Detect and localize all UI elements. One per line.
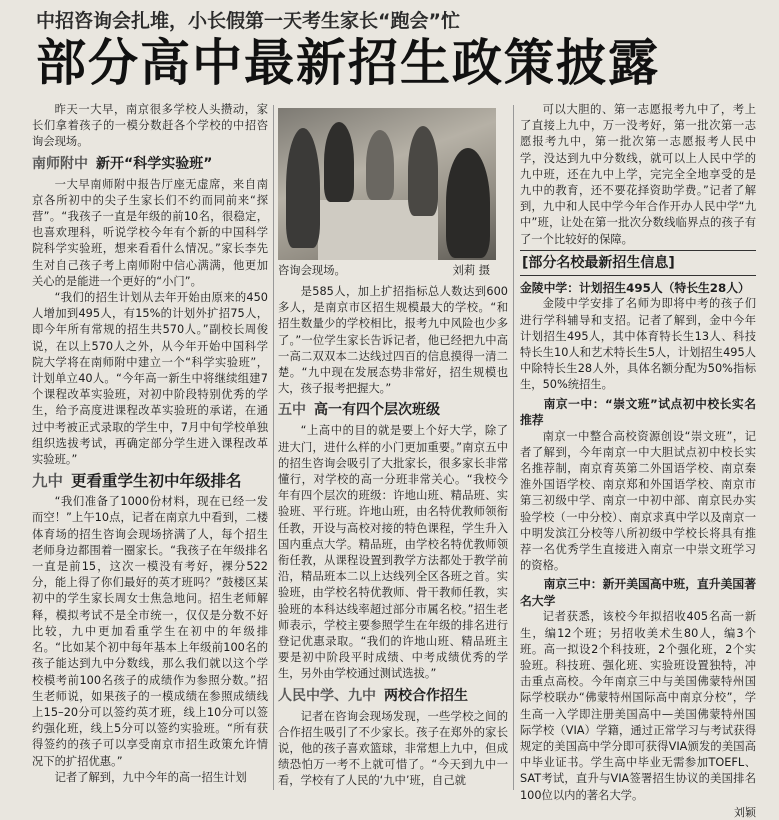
col1-para-5: 记者了解到，九中今年的高一招生计划 <box>54 770 247 784</box>
section-wuzhong-school: 五中 <box>278 402 306 419</box>
subheadline: 中招咨询会扎堆，小长假第一天考生家长“跑会”忙 <box>36 10 460 32</box>
headline: 部分高中最新招生政策披露 <box>36 34 660 92</box>
photo-person <box>286 128 320 248</box>
section-renmin-title: 两校合作招生 <box>384 687 468 704</box>
jinling-text: 金陵中学安排了名师为即将中考的孩子们进行学科辅导和支招。记者了解到，金中今年计划招生495人，其中体育特长生13人、科技特长生10人和艺术特长生5人，计划招生495人中除特长生28人外，具体名额分配为50%指标生，50%统招生。 <box>520 297 756 392</box>
column-divider <box>273 105 274 790</box>
column-2 <box>278 284 508 790</box>
column-divider <box>513 105 514 790</box>
section-nanshi-school: 南师附中 <box>32 155 88 172</box>
col1-para-4: “我们准备了1000份材料，现在已经一发而空！”上午10点，记者在南京九中看到，二楼体育场的招生咨询会现场挤满了人，每个招生老师身边都围着一圈家长。“我孩子在年级排名一直是前15，这次一模没有考好，裸分522分，能上得了你们最好的英才班吗？”鼓楼区某初中的学生家长周女士焦急地问。招生老师解释，模拟考试不是全市统一，仅仅是分数不好比较，九中更加看重学生在初中的年级排名。“比如某个初中每年基本上年级前100名的孩子能达到九中分数线，那么我们就以这个学校模考前100名孩子的成绩作为参照分数。”招生老师说，如果孩子的一模成绩在参照成绩线上15–20分可以签约英才班，线上10分可以签约强化班，线上5分可以签约实验班。“所有获得签约的孩子可以享受南京市招生政策允许情况下的扩招优惠。” <box>32 495 268 768</box>
nanjing-sanzhong-heading: 南京三中：新开美国高中班，直升美国著名大学 <box>520 577 756 608</box>
nanjing-sanzhong-text: 记者获悉，该校今年拟招收405名高一新生，编12个班；另招收美术生80人，编3个班。高一拟设2个科技班，2个强化班，2个实验班。科技班、强化班、实验班设置独特，冲击重点高校。今年南京三中与美国佛蒙特州国际学校联办“佛蒙特州国际高中南京分校”，学生高一入学即注册美国高中—美国佛蒙特州国际学校（VIA）学籍，通过正常学习与考试获得规定的美国高中学分即可获得VIA颁发的美国高中毕业证书。学生高中毕业无需参加TOEFL、SAT考试，直升与VIA签署招生协议的美国排名100位以内的著名大学。 <box>520 610 756 802</box>
column-1 <box>32 102 268 790</box>
photo-person <box>324 122 354 202</box>
col2-para-1: 是585人，加上扩招指标总人数达到600多人，是南京市区招生规模最大的学校。“和招生数量少的学校相比，报考九中风险也少多了。”一位学生家长告诉记者，他已经把九中高一高二双双本二达线过四百的信息摸得一清二楚。“九中现在发展态势非常好，招生规模也大，孩子报考把握大。” <box>278 285 508 396</box>
author-credit: 刘颖 <box>734 805 756 819</box>
section-jiuzhong <box>32 470 268 492</box>
photo-caption <box>278 263 496 278</box>
col1-para-3: “我们的招生计划从去年开始由原来的450人增加到495人，有15%的计划外扩招75人，即今年所有常规的招生共570人。”副校长周俊说，在以上570人之外，从今年开始中国科学院大学将在南师附中建立一个“科学实验班”，计划单立40人。“今年高一新生中将继续组建7个课程改革实验班，对初中阶段特别优秀的学生，给予高度进课程改革实验班的承诺，在通过中考被正式录取的学生中，7月中旬学校单独组织选拔考试，再确定部分学生进入课程改革实验班。” <box>32 291 268 467</box>
photo-caption-text: 咨询会现场。 <box>278 264 346 277</box>
section-nanshi <box>32 153 268 175</box>
section-jiuzhong-title: 更看重学生初中年级排名 <box>71 472 242 491</box>
col1-para-2: 一大早南师附中报告厅座无虚席，来自南京各所初中的尖子生家长们不约而同前来“探营”。“我孩子一直是年级的前10名，很稳定，也喜欢理科，听说学校今年有个新的中国科学院科学实验班，想来看看什么情况。”家长李先生对自己孩子考上南师附中信心满满，他更加关心的是能进一个更好的“小门”。 <box>32 177 268 288</box>
section-nanshi-title: 新开“科学实验班” <box>96 155 213 172</box>
col1-para-1: 昨天一大早，南京很多学校人头攒动，家长们拿着孩子的一模分数赶各个学校的中招咨询会现场。 <box>32 103 268 149</box>
col2-para-2: “上高中的目的就是要上个好大学，除了进大门，进什么样的小门更加重要。”南京五中的招生咨询会吸引了大批家长，很多家长非常懂行，对学校的高一分班非常关心。“我校今年有四个层次的班级：许地山班、精品班、实验班、平行班。许地山班，由名特优教师领衔任教，开设与高校对接的特色课程，学生升入国内重点大学。精品班，由学校名特优教师领衔任教，从课程设置到教学方法都处于教学前沿，精品班本二以上达线列全区各班之首。实验班，由学校名特优教师、骨干教师任教，实验班的本科达线率超过部分市属名校。”招生老师表示，学校主要参照学生在年级的排名进行登记优惠录取。“我们的许地山班、精品班主要是初中阶段平时成绩、中考成绩优秀的学生，另外由学校通过测试选拔。” <box>278 424 508 681</box>
section-renmin-school: 人民中学、九中 <box>278 687 376 704</box>
photo-person <box>446 148 490 258</box>
section-renmin <box>278 685 508 707</box>
section-jiuzhong-school: 九中 <box>32 472 64 491</box>
nanjing-yizhong-text: 南京一中整合高校资源创设“崇文班”，记者了解到，今年南京一中大胆试点初中校长实名推荐制，南京育英第二外国语学校、南京秦淮外国语学校、南京郑和外国语学校、南京市第三初级中学、南京一中初中部、南京民办实验学校（一中分校）、南京求真中学以及南京一中明发滨江分校等八所初级中学校长将具有推荐一名优秀学生直接进入南京一中崇文班学习的资格。 <box>520 429 756 573</box>
photo-person <box>408 126 438 216</box>
nanjing-yizhong-heading: 南京一中：“崇文班”试点初中校长实名推荐 <box>520 396 756 428</box>
col2-para-3: 记者在咨询会现场发现，一些学校之间的合作招生吸引了不少家长。孩子在郑外的家长说，他的孩子喜欢篮球，非常想上九中，但成绩恐怕万一考不上就可惜了。“今天到九中一看，学校有了人民的‘九中’班，自己就 <box>278 709 508 788</box>
column-3 <box>520 102 756 819</box>
section-wuzhong-title: 高一有四个层次班级 <box>314 402 440 419</box>
consultation-photo <box>278 108 496 260</box>
photo-person <box>366 130 394 200</box>
section-wuzhong <box>278 399 508 421</box>
info-box-title: [部分名校最新招生信息] <box>520 250 756 276</box>
photo-byline: 刘莉 摄 <box>452 264 490 277</box>
col3-para-1: 可以大胆的、第一志愿报考九中了，考上了直接上九中，万一没考好，第一批次第一志愿报考九中，第一批次第一志愿报考人民中学，没达到九中分数线，就可以上人民中学的九中班，还在九中上学，完完全全地享受的是九中的教育，还不要花择资助学费。”记者了解到，九中和人民中学今年合作开办人民中学“九中”班，让处在第一批次分数线临界点的孩子有了一个比较好的保障。 <box>520 103 756 246</box>
jinling-heading: 金陵中学：计划招生495人（特长生28人） <box>520 280 750 295</box>
